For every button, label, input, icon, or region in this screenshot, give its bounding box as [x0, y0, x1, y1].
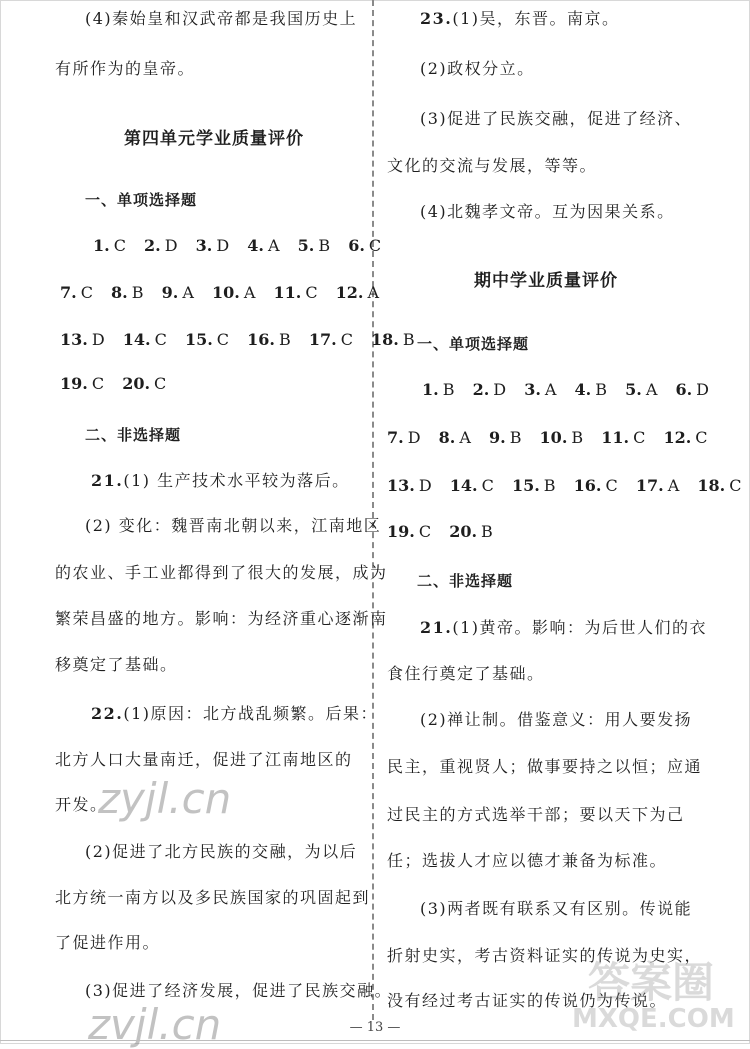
answer-item: 20. B — [449, 522, 493, 541]
text-line: 开发。 — [55, 795, 108, 814]
question-line: 21.(1)黄帝。影响：为后世人们的衣 — [420, 618, 708, 637]
question-line: 21.(1) 生产技术水平较为落后。 — [91, 471, 350, 490]
watermark-stamp: 答案圈 — [588, 958, 715, 1007]
answer-item: 19. C — [60, 374, 105, 393]
text-line: (2)政权分立。 — [420, 59, 535, 78]
bottom-rule — [0, 1040, 750, 1041]
watermark-zyjl: zyjl.cn — [98, 774, 232, 823]
text-line: 任；选拔人才应以德才兼备为标准。 — [387, 851, 668, 870]
text-line: 没有经过考古证实的传说仍为传说。 — [387, 991, 668, 1010]
answer-item: 18. C — [697, 476, 742, 495]
answer-item: 14. C — [449, 476, 494, 495]
answer-row — [387, 428, 721, 447]
answer-item: 18. B — [371, 330, 415, 349]
section-heading: 二、非选择题 — [85, 426, 182, 444]
answer-item: 11. C — [273, 283, 318, 302]
answer-row — [60, 374, 179, 393]
question-number: 23. — [420, 9, 453, 28]
watermark-zyjl: zvjl.cn — [88, 1000, 222, 1049]
text-line: 过民主的方式选举干部；要以天下为己 — [387, 805, 685, 824]
answer-item: 12. C — [663, 428, 708, 447]
text-line: (4)北魏孝文帝。互为因果关系。 — [420, 202, 675, 221]
answer-item: 15. B — [511, 476, 556, 495]
answer-item: 4. A — [247, 236, 280, 255]
answer-item: 2. D — [144, 236, 178, 255]
answer-item: 1. B — [422, 380, 455, 399]
answer-item: 4. B — [574, 380, 608, 399]
question-number: 21. — [420, 618, 453, 637]
text-line: 有所作为的皇帝。 — [55, 59, 196, 78]
answer-item: 2. D — [472, 380, 507, 399]
answer-row — [60, 283, 392, 302]
text-line: 文化的交流与发展，等等。 — [387, 156, 598, 175]
text-line: (4)秦始皇和汉武帝都是我国历史上 — [85, 9, 358, 28]
question-line: 22.(1)原因：北方战乱频繁。后果： — [91, 704, 379, 723]
answer-item: 19. C — [387, 522, 432, 541]
watermark-mxqe: MXQE.COM — [572, 1004, 735, 1034]
text-line: 移奠定了基础。 — [55, 655, 178, 674]
answer-row — [60, 330, 428, 349]
text-line: (3)促进了经济发展，促进了民族交融。 — [85, 981, 393, 1000]
answer-item: 9. B — [488, 428, 522, 447]
answer-item: 17. C — [308, 330, 353, 349]
answer-item: 13. D — [60, 330, 105, 349]
exam-title: 期中学业质量评价 — [474, 271, 618, 291]
section-heading: 一、单项选择题 — [417, 335, 530, 353]
answer-item: 8. A — [438, 428, 471, 447]
answer-row — [422, 380, 722, 399]
text-line: 折射史实，考古资料证实的传说为史实， — [387, 946, 703, 965]
question-line: 23.(1)吴，东晋。南京。 — [420, 9, 620, 28]
answer-item: 3. D — [195, 236, 230, 255]
section-heading: 二、非选择题 — [417, 572, 514, 590]
page-number: — 13 — — [349, 1020, 401, 1035]
answer-item: 20. C — [122, 374, 167, 393]
question-number: 22. — [91, 704, 124, 723]
text-line: (2)促进了北方民族的交融，为以后 — [85, 842, 358, 861]
answer-item: 11. C — [601, 428, 646, 447]
answer-item: 16. B — [247, 330, 291, 349]
answer-row — [93, 236, 394, 255]
column-divider — [372, 0, 374, 1020]
text-line: 了促进作用。 — [55, 933, 161, 952]
answer-item: 7. C — [60, 283, 93, 302]
answer-row — [387, 522, 506, 541]
answer-item: 14. C — [122, 330, 167, 349]
answer-item: 8. B — [111, 283, 144, 302]
answer-item: 13. D — [387, 476, 432, 495]
text-line: 繁荣昌盛的地方。影响：为经济重心逐渐南 — [55, 609, 388, 628]
text-line: (2)禅让制。借鉴意义：用人要发扬 — [420, 710, 693, 729]
answer-item: 16. C — [573, 476, 618, 495]
text-line: 的农业、手工业都得到了很大的发展，成为 — [55, 563, 388, 582]
answer-item: 9. A — [161, 283, 194, 302]
question-number: 21. — [91, 471, 124, 490]
answer-item: 3. A — [524, 380, 557, 399]
text-line: (3)两者既有联系又有区别。传说能 — [420, 899, 693, 918]
text-line: 民主，重视贤人；做事要持之以恒；应通 — [387, 757, 703, 776]
unit-title: 第四单元学业质量评价 — [124, 129, 304, 149]
answer-item: 10. B — [539, 428, 584, 447]
answer-item: 15. C — [184, 330, 230, 349]
text-line: (3)促进了民族交融，促进了经济、 — [420, 109, 693, 128]
answer-item: 5. A — [625, 380, 658, 399]
answer-row — [387, 476, 750, 495]
answer-item: 17. A — [635, 476, 680, 495]
section-heading: 一、单项选择题 — [85, 191, 198, 209]
answer-item: 6. D — [675, 380, 709, 399]
text-line: (2) 变化：魏晋南北朝以来，江南地区 — [85, 516, 382, 535]
answer-item: 12. A — [335, 283, 380, 302]
answer-item: 6. C — [348, 236, 382, 255]
text-line: 北方统一南方以及多民族国家的巩固起到 — [55, 888, 371, 907]
answer-item: 10. A — [211, 283, 256, 302]
text-line: 食住行奠定了基础。 — [387, 664, 545, 683]
answer-item: 1. C — [93, 236, 126, 255]
answer-item: 7. D — [387, 428, 421, 447]
text-line: 北方人口大量南迁，促进了江南地区的 — [55, 750, 353, 769]
answer-item: 5. B — [297, 236, 331, 255]
